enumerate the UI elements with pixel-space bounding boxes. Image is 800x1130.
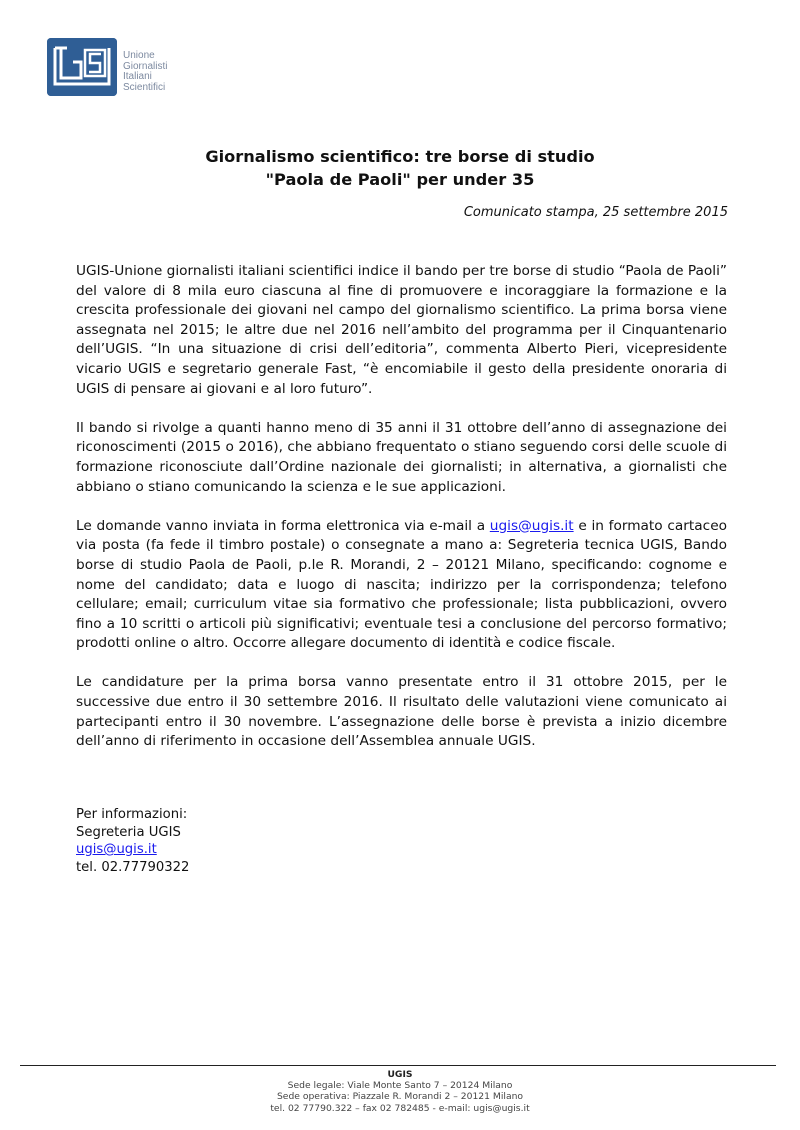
logo-word: Giornalisti <box>123 60 168 72</box>
page-footer <box>0 1069 800 1114</box>
footer-operative-address: Sede operativa: Piazzale R. Morandi 2 – 20121 Milano <box>276 1091 524 1103</box>
paragraph-intro: UGIS-Unione giornalisti italiani scientifici indice il bando per tre borse di studio “Paola de Paoli” del valore di 8 mila euro ciascuna al fine di promuovere e incoraggiare la formazione e la crescita professionale dei giovani nel campo del giornalismo scientifico. La prima borsa viene assegnata nel 2015; le altre due nel 2016 nell’ambito del programma per il Cinquantenario dell’UGIS. “In una situazione di crisi dell’editoria”, commenta Alberto Pieri, vicepresidente vicario UGIS e segretario generale Fast, “è encomiabile il gesto della presidente onoraria di UGIS di pensare ai giovani e al loro futuro”. <box>76 263 727 397</box>
contact-email-link[interactable]: ugis@ugis.it <box>76 842 157 857</box>
contact-heading: Per informazioni: <box>76 807 188 822</box>
contact-info <box>76 806 189 876</box>
footer-contacts: tel. 02 77790.322 – fax 02 782485 - e-mail: ugis@ugis.it <box>270 1102 530 1114</box>
paragraph-deadlines: Le candidature per la prima borsa vanno presentate entro il 31 ottobre 2015, per le successive due entro il 30 settembre 2016. Il risultato delle valutazioni viene comunicato ai partecipanti entro il 30 novembre. L’assegnazione delle borse è prevista a inizio dicembre dell’anno di riferimento in occasione dell’Assemblea annuale UGIS. <box>76 674 727 750</box>
logo-word: Unione <box>123 50 155 61</box>
ugis-logo-mark <box>47 38 117 96</box>
ugis-monogram-icon <box>47 38 117 96</box>
footer-org-name: UGIS <box>387 1069 413 1080</box>
paragraph-eligibility: Il bando si rivolge a quanti hanno meno di 35 anni il 31 ottobre dell’anno di assegnazione dei riconoscimenti (2015 o 2016), che abbiano frequentato o stiano seguendo corsi delle scuole di formazione riconosciute dall’Ordine nazionale dei giornalisti; in alternativa, a giornalisti che abbiano o stiano comunicando la scienza e le sue applicazioni. <box>76 419 727 495</box>
application-text-start: Le domande vanno inviata in forma elettronica via e-mail a <box>76 517 490 534</box>
title-line-1: Giornalismo scientifico: tre borse di studio <box>205 147 595 166</box>
contact-office: Segreteria UGIS <box>76 824 181 840</box>
application-text-end: e in formato cartaceo via posta (fa fede il timbro postale) o consegnate a mano a: Segreteria tecnica UGIS, Bando borse di studio Paola de Paoli, p.le R. Morandi, 2 – 20121 Milano, specificando: cognome e nome del candidato; data e luogo di nascita; indirizzo per la corrispondenza; telefono cellulare; email; curriculum vitae sia formativo che professionale; lista pubblicazioni, ovvero fino a 10 scritti o articoli più significativi; eventuale tesi a conclusione del percorso formativo; prodotti online o altro. Occorre allegare documento di identità e codice fiscale. <box>76 517 727 652</box>
logo-word: Scientifici <box>123 81 166 93</box>
press-release-date: Comunicato stampa, 25 settembre 2015 <box>463 205 728 220</box>
paragraph-application <box>76 517 727 654</box>
email-link[interactable]: ugis@ugis.it <box>489 517 574 534</box>
title-line-2: "Paola de Paoli" per under 35 <box>265 170 535 189</box>
logo-word: Italiani <box>123 71 152 82</box>
logo-wordmark <box>123 51 167 93</box>
contact-phone: tel. 02.77790322 <box>76 859 190 875</box>
document-body <box>76 262 727 771</box>
footer-legal-address: Sede legale: Viale Monte Santo 7 – 20124 Milano <box>287 1080 513 1092</box>
document-title <box>0 145 800 191</box>
ugis-logo <box>47 38 187 100</box>
footer-divider <box>20 1065 776 1066</box>
